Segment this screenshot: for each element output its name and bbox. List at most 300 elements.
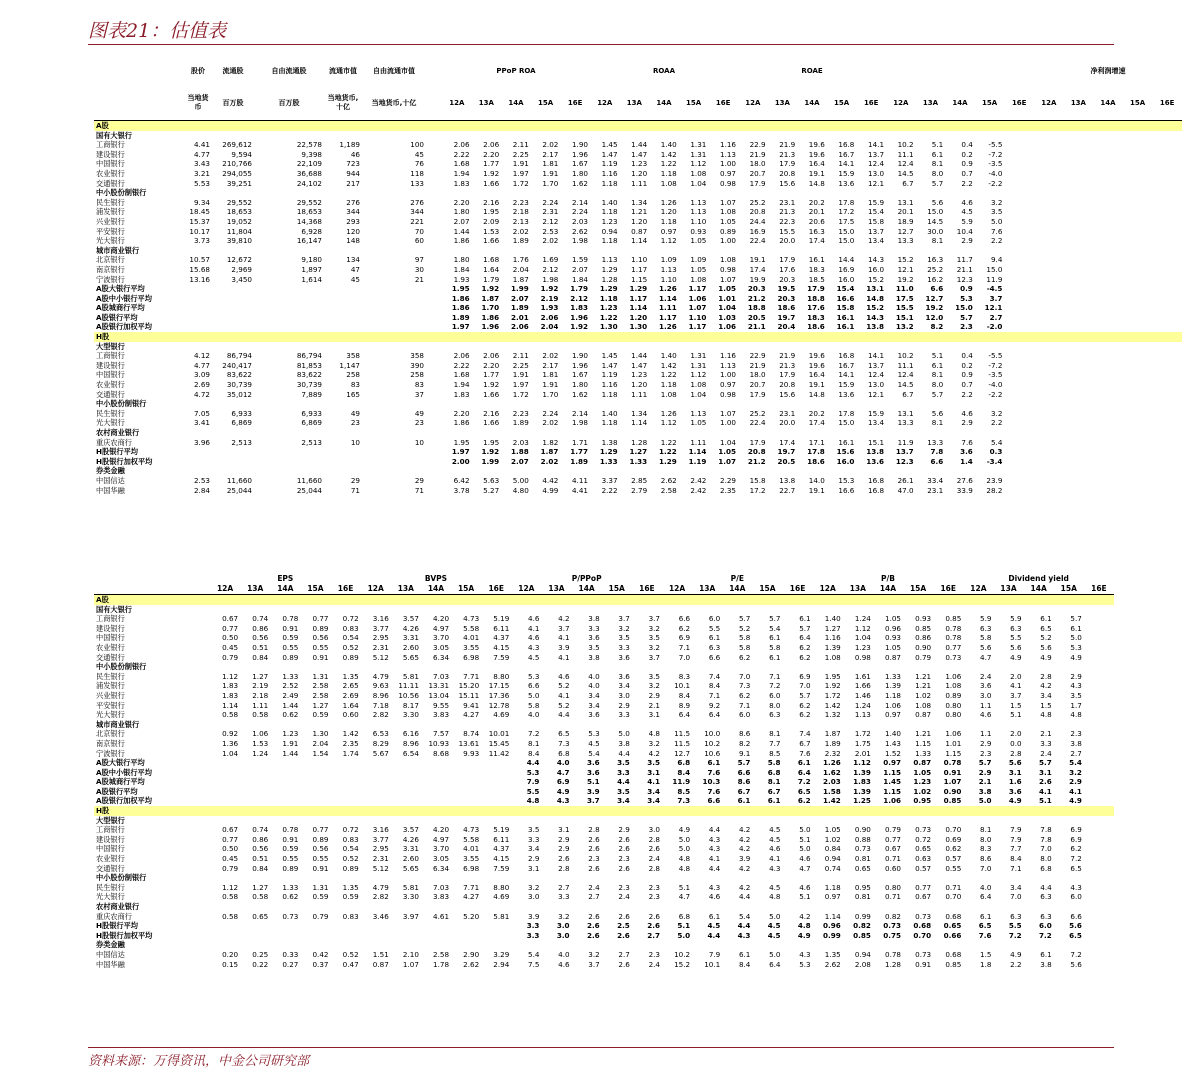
bottom-cell: 5.6 xyxy=(1008,758,1022,768)
top-cell: 1.38 xyxy=(601,437,618,447)
bottom-cell: 0.81 xyxy=(854,892,871,902)
bottom-cell: 2.6 xyxy=(648,844,660,854)
bottom-cell: 0.50 xyxy=(222,633,239,643)
top-cell: 1.07 xyxy=(720,408,737,418)
bottom-row xyxy=(94,653,1114,663)
bottom-cell: 0.79 xyxy=(222,652,239,662)
bottom-cell: 2.6 xyxy=(647,921,660,931)
bottom-cell: 0.83 xyxy=(342,911,359,921)
bottom-cell: 8.5 xyxy=(769,748,781,758)
top-cell xyxy=(184,466,212,476)
bottom-row xyxy=(94,720,1114,730)
top-cell xyxy=(1152,294,1182,304)
top-cell: 8.1 xyxy=(931,418,944,428)
bottom-cell xyxy=(783,662,813,672)
top-cell xyxy=(1064,255,1094,265)
bottom-cell xyxy=(632,806,662,816)
top-cell: 3.43 xyxy=(193,159,210,169)
bottom-cell xyxy=(481,768,511,778)
top-cell: 30,739 xyxy=(226,380,252,390)
top-cell: 0.98 xyxy=(720,389,737,399)
top-cell xyxy=(1093,169,1123,179)
top-cell xyxy=(442,466,472,476)
bottom-cell: 4.7 xyxy=(799,863,811,873)
bottom-cell xyxy=(210,768,240,778)
bottom-row xyxy=(94,681,1114,691)
top-cell: 49 xyxy=(414,408,424,418)
top-cell xyxy=(1093,275,1123,285)
bottom-cell: 10.2 xyxy=(704,738,721,748)
bottom-cell: 3.3 xyxy=(618,642,630,652)
top-cell: 1.07 xyxy=(720,274,737,284)
top-cell: -3.5 xyxy=(988,159,1003,169)
top-cell: 20.3 xyxy=(747,284,766,294)
bottom-year-header: 16E xyxy=(481,584,511,595)
bottom-cell xyxy=(632,873,662,883)
bottom-cell: 0.72 xyxy=(342,614,359,624)
bottom-cell: 0.85 xyxy=(945,959,962,969)
bottom-cell xyxy=(1054,873,1084,883)
bottom-cell: 2.9 xyxy=(1070,671,1082,681)
top-cell xyxy=(1034,207,1064,217)
top-cell xyxy=(426,131,442,141)
top-cell xyxy=(362,131,426,141)
top-cell xyxy=(975,131,1005,141)
bottom-cell: 2.31 xyxy=(372,642,389,652)
top-cell xyxy=(1034,265,1064,275)
top-cell: 1.20 xyxy=(631,216,648,226)
top-cell: 13.2 xyxy=(895,322,914,332)
bottom-cell xyxy=(843,873,873,883)
top-cell xyxy=(1064,361,1094,371)
top-cell: 1.12 xyxy=(690,159,707,169)
bottom-cell: 7.2 xyxy=(1008,930,1022,940)
bottom-cell: 4.2 xyxy=(648,748,660,758)
bottom-cell xyxy=(722,902,752,912)
top-cell: 2.07 xyxy=(453,216,470,226)
top-cell xyxy=(975,466,1005,476)
bottom-cell: 3.2 xyxy=(648,642,660,652)
bottom-cell xyxy=(300,768,330,778)
bottom-cell: 4.61 xyxy=(433,911,450,921)
top-cell: 15.8 xyxy=(868,216,885,226)
bottom-cell: 0.84 xyxy=(252,652,269,662)
top-cell xyxy=(1093,399,1123,409)
bottom-cell: 5.8 xyxy=(767,758,781,768)
bottom-cell: 2.58 xyxy=(312,681,329,691)
top-cell: 18,653 xyxy=(296,207,322,217)
bottom-cell: 0.0 xyxy=(1010,738,1022,748)
top-cell: 1.87 xyxy=(481,293,500,303)
top-cell xyxy=(1093,255,1123,265)
top-row-label: H股银行加权平均 xyxy=(96,456,153,466)
top-cell: 17.9 xyxy=(779,255,796,265)
bottom-cell: 4.0 xyxy=(980,882,992,892)
top-cell xyxy=(679,332,709,342)
bottom-cell: 5.20 xyxy=(463,911,480,921)
top-cell: 11.7 xyxy=(956,255,973,265)
bottom-row xyxy=(94,595,1114,605)
top-cell xyxy=(1093,294,1123,304)
bottom-cell xyxy=(451,921,481,931)
bottom-cell xyxy=(662,806,692,816)
top-cell xyxy=(426,370,442,380)
bottom-cell: 8.6 xyxy=(980,854,992,864)
bottom-cell xyxy=(1084,825,1114,835)
bottom-cell: 1.7 xyxy=(1070,700,1082,710)
top-cell: 1.77 xyxy=(483,159,500,169)
top-cell xyxy=(184,131,212,141)
bottom-cell: 4.1 xyxy=(1010,681,1022,691)
top-cell xyxy=(501,188,531,198)
top-cell: 2.24 xyxy=(542,408,559,418)
bottom-cell xyxy=(752,605,782,615)
top-row xyxy=(94,380,1182,390)
top-cell: 1.89 xyxy=(512,236,529,246)
bottom-row-label: 城市商业银行 xyxy=(96,719,140,729)
bottom-cell: 6.1 xyxy=(769,633,781,643)
bottom-cell: 10.0 xyxy=(704,729,721,739)
top-cell: 1.93 xyxy=(453,274,470,284)
top-cell: 12.7 xyxy=(925,293,944,303)
top-cell: 17.4 xyxy=(808,418,825,428)
bottom-cell: 8.0 xyxy=(1040,854,1052,864)
top-cell xyxy=(916,332,946,342)
bottom-cell: 1.66 xyxy=(854,681,871,691)
bottom-cell: 4.2 xyxy=(738,863,751,873)
top-cell: 1.18 xyxy=(601,236,618,246)
bottom-cell: 7.9 xyxy=(526,777,540,787)
top-cell xyxy=(531,332,561,342)
top-cell xyxy=(797,188,827,198)
bottom-cell: 0.59 xyxy=(312,892,329,902)
top-cell xyxy=(1093,332,1123,342)
bottom-cell: 1.75 xyxy=(854,738,871,748)
bottom-cell: 3.2 xyxy=(528,882,540,892)
top-cell: 8.2 xyxy=(930,322,944,332)
bottom-cell xyxy=(541,806,571,816)
bottom-cell xyxy=(1024,940,1054,950)
bottom-cell: 0.85 xyxy=(945,614,962,624)
top-cell: 1.00 xyxy=(720,236,737,246)
top-cell: 13.6 xyxy=(838,389,855,399)
top-cell: 1.62 xyxy=(571,389,588,399)
top-cell: 29 xyxy=(414,475,424,485)
bottom-cell: 0.70 xyxy=(945,892,962,902)
top-cell xyxy=(184,322,212,332)
top-cell xyxy=(1093,227,1123,237)
bottom-cell: 4.7 xyxy=(678,892,691,902)
top-cell: 2.12 xyxy=(542,264,559,274)
top-row xyxy=(94,217,1182,227)
top-cell xyxy=(916,399,946,409)
bottom-cell: 5.0 xyxy=(978,796,992,806)
bottom-cell: 4.4 xyxy=(708,863,721,873)
top-cell: 18.8 xyxy=(807,293,825,303)
bottom-cell: 2.9 xyxy=(558,834,570,844)
bottom-cell: 5.4 xyxy=(769,623,781,633)
bottom-cell: 0.90 xyxy=(915,642,932,652)
top-cell xyxy=(827,332,857,342)
top-cell xyxy=(426,466,442,476)
bottom-row xyxy=(94,787,1114,797)
top-cell xyxy=(708,246,738,256)
top-cell: 1.14 xyxy=(631,236,648,246)
bottom-cell: 0.89 xyxy=(282,652,299,662)
bottom-cell: 0.65 xyxy=(854,863,871,873)
bottom-cell xyxy=(421,902,451,912)
bottom-cell: 0.56 xyxy=(252,844,269,854)
top-row xyxy=(94,457,1182,467)
bottom-cell: 1.21 xyxy=(915,671,932,681)
bottom-cell xyxy=(602,806,632,816)
bottom-year-header: 14A xyxy=(722,584,752,595)
top-cell xyxy=(501,399,531,409)
bottom-cell: 1.95 xyxy=(824,671,841,681)
bottom-row-label: 光大银行 xyxy=(96,892,125,902)
top-cell xyxy=(1152,457,1182,467)
bottom-cell: 2.82 xyxy=(372,892,389,902)
bottom-cell xyxy=(331,921,361,931)
bottom-cell: 0.87 xyxy=(913,758,932,768)
bottom-cell xyxy=(752,873,782,883)
bottom-row xyxy=(94,710,1114,720)
bottom-row-label: 中国信达 xyxy=(96,949,125,959)
top-cell: 4.42 xyxy=(542,475,559,485)
top-cell: 18.5 xyxy=(808,274,825,284)
bottom-cell: 1.13 xyxy=(854,710,871,720)
top-cell xyxy=(1034,303,1064,313)
top-cell: 2.12 xyxy=(570,293,588,303)
bottom-cell: 2.6 xyxy=(618,834,630,844)
bottom-cell xyxy=(361,940,391,950)
bottom-cell: 4.1 xyxy=(558,690,570,700)
bottom-cell: 8.4 xyxy=(708,681,721,691)
bottom-cell xyxy=(722,816,752,826)
top-cell: 20.1 xyxy=(897,207,914,217)
bottom-row xyxy=(94,701,1114,711)
top-cell: 17.8 xyxy=(807,447,825,457)
bottom-cell: 5.9 xyxy=(1010,614,1022,624)
top-cell xyxy=(1004,457,1034,467)
top-cell xyxy=(1123,303,1153,313)
top-cell xyxy=(945,342,975,352)
bottom-cell xyxy=(602,595,632,605)
top-cell: 1.14 xyxy=(629,303,648,313)
top-cell xyxy=(324,447,362,457)
top-cell: 1.22 xyxy=(660,159,677,169)
bottom-cell: 0.55 xyxy=(945,863,962,873)
bottom-cell: 6.16 xyxy=(402,729,419,739)
bottom-cell xyxy=(1084,806,1114,816)
bottom-cell: 6.1 xyxy=(1070,623,1082,633)
top-row-label: 交通银行 xyxy=(96,389,125,399)
bottom-cell: 5.0 xyxy=(769,911,781,921)
top-cell: 16.8 xyxy=(838,140,855,150)
bottom-cell xyxy=(1084,902,1114,912)
bottom-cell: 5.65 xyxy=(402,863,419,873)
bottom-cell: 6.4 xyxy=(708,710,721,720)
top-cell xyxy=(975,188,1005,198)
top-cell xyxy=(212,447,254,457)
top-group-header: ROAE xyxy=(801,66,823,75)
top-cell: 14.1 xyxy=(838,159,855,169)
top-cell xyxy=(1064,284,1094,294)
top-cell: 1.16 xyxy=(720,140,737,150)
bottom-cell: 1.52 xyxy=(885,748,902,758)
bottom-cell: 1.61 xyxy=(854,671,871,681)
bottom-cell: 5.3 xyxy=(1070,642,1082,652)
bottom-cell: 0.88 xyxy=(854,834,871,844)
top-cell xyxy=(1093,303,1123,313)
bottom-cell: 6.1 xyxy=(797,758,811,768)
top-row xyxy=(94,351,1182,361)
bottom-cell: 1.43 xyxy=(885,738,902,748)
top-column-header: 股价 xyxy=(191,66,205,75)
top-cell: 28.2 xyxy=(986,485,1003,495)
top-cell: 1.13 xyxy=(720,149,737,159)
top-cell xyxy=(426,380,442,390)
top-cell xyxy=(560,466,590,476)
bottom-cell xyxy=(1024,873,1054,883)
top-cell: 24,102 xyxy=(296,178,322,188)
bottom-cell: 6.34 xyxy=(433,863,450,873)
bottom-row-label: A股大银行平均 xyxy=(96,758,145,768)
bottom-cell: 1.24 xyxy=(854,700,871,710)
top-cell xyxy=(1123,409,1153,419)
bottom-cell xyxy=(933,720,963,730)
top-cell: 1.31 xyxy=(690,149,707,159)
bottom-cell: 1.24 xyxy=(854,614,871,624)
top-cell: 1.10 xyxy=(631,255,648,265)
top-cell: 19.6 xyxy=(808,360,825,370)
bottom-cell: 9.41 xyxy=(463,700,480,710)
top-cell xyxy=(1093,390,1123,400)
bottom-cell xyxy=(511,816,541,826)
bottom-cell: 3.4 xyxy=(1040,690,1052,700)
bottom-cell xyxy=(300,796,330,806)
top-cell: 1.87 xyxy=(540,447,559,457)
bottom-cell: 2.6 xyxy=(618,844,630,854)
top-cell: 3.78 xyxy=(453,485,470,495)
bottom-row-label: 大型银行 xyxy=(96,815,125,825)
top-cell: 13.8 xyxy=(779,475,796,485)
top-unit-header: 百万股 xyxy=(212,86,254,121)
bottom-cell: 4.97 xyxy=(433,834,450,844)
top-cell: 23.9 xyxy=(986,475,1003,485)
bottom-cell xyxy=(391,806,421,816)
top-cell xyxy=(1123,198,1153,208)
top-cell xyxy=(620,188,650,198)
bottom-cell xyxy=(1024,720,1054,730)
bottom-cell: 1.23 xyxy=(854,642,871,652)
bottom-cell: 6.1 xyxy=(1040,614,1052,624)
top-cell: 1.84 xyxy=(571,274,588,284)
top-cell: 1.13 xyxy=(601,255,618,265)
top-column-header: 流通市值 xyxy=(329,66,357,75)
bottom-cell xyxy=(240,806,270,816)
bottom-cell: 2.6 xyxy=(618,959,630,969)
top-cell: 1.20 xyxy=(629,312,648,322)
bottom-cell: 0.79 xyxy=(312,911,329,921)
top-cell: 1.31 xyxy=(690,140,707,150)
bottom-cell xyxy=(963,662,993,672)
bottom-cell xyxy=(421,921,451,931)
top-cell: 1.79 xyxy=(483,274,500,284)
bottom-cell: 6.6 xyxy=(678,614,691,624)
top-cell xyxy=(426,342,442,352)
top-cell: 17.9 xyxy=(807,284,825,294)
bottom-cell: 5.3 xyxy=(526,767,540,777)
bottom-row xyxy=(94,892,1114,902)
top-cell xyxy=(1093,428,1123,438)
top-cell xyxy=(212,246,254,256)
top-cell xyxy=(1004,246,1034,256)
bottom-cell xyxy=(813,605,843,615)
bottom-cell: 2.6 xyxy=(588,911,600,921)
bottom-row-label: 浦发银行 xyxy=(96,681,125,691)
top-cell xyxy=(620,121,650,131)
top-cell xyxy=(1034,476,1064,486)
bottom-cell xyxy=(300,758,330,768)
top-cell xyxy=(560,342,590,352)
top-cell xyxy=(649,246,679,256)
top-cell: 20.1 xyxy=(808,207,825,217)
top-cell: 2.42 xyxy=(690,475,707,485)
bottom-row-label: H股银行加权平均 xyxy=(96,930,153,940)
top-cell xyxy=(1123,150,1153,160)
top-cell xyxy=(1004,217,1034,227)
top-cell: 6,933 xyxy=(231,408,252,418)
top-cell xyxy=(945,428,975,438)
top-cell xyxy=(1123,380,1153,390)
bottom-cell: 11.11 xyxy=(398,681,419,691)
top-cell: 1.09 xyxy=(660,255,677,265)
top-cell: 47 xyxy=(350,264,360,274)
bottom-cell: 5.12 xyxy=(372,863,389,873)
bottom-row-label: A股银行加权平均 xyxy=(96,796,152,806)
bottom-year-header: 13A xyxy=(391,584,421,595)
top-cell: 23.1 xyxy=(779,408,796,418)
top-cell xyxy=(1064,150,1094,160)
top-row-label: 券类金融 xyxy=(96,466,125,476)
bottom-cell xyxy=(903,902,933,912)
top-cell: 2.24 xyxy=(542,197,559,207)
bottom-cell xyxy=(1084,816,1114,826)
bottom-cell: 1.26 xyxy=(823,758,841,768)
top-cell xyxy=(827,342,857,352)
bottom-cell xyxy=(1084,960,1114,970)
top-cell: 13.7 xyxy=(868,360,885,370)
bottom-cell: 4.20 xyxy=(433,825,450,835)
top-cell xyxy=(886,188,916,198)
top-cell xyxy=(1152,131,1182,141)
top-cell xyxy=(442,342,472,352)
bottom-cell: 0.79 xyxy=(885,825,902,835)
bottom-cell: 1.33 xyxy=(282,882,299,892)
bottom-cell: 0.33 xyxy=(282,949,299,959)
bottom-cell: 5.3 xyxy=(528,671,540,681)
top-row xyxy=(94,275,1182,285)
bottom-cell: 3.2 xyxy=(1069,767,1082,777)
top-cell xyxy=(362,121,426,131)
top-cell: 1.20 xyxy=(631,168,648,178)
top-cell xyxy=(212,332,254,342)
bottom-cell: 3.31 xyxy=(402,844,419,854)
top-cell: 7,889 xyxy=(301,389,322,399)
bottom-cell: 3.9 xyxy=(586,786,600,796)
top-cell: 46 xyxy=(350,149,360,159)
